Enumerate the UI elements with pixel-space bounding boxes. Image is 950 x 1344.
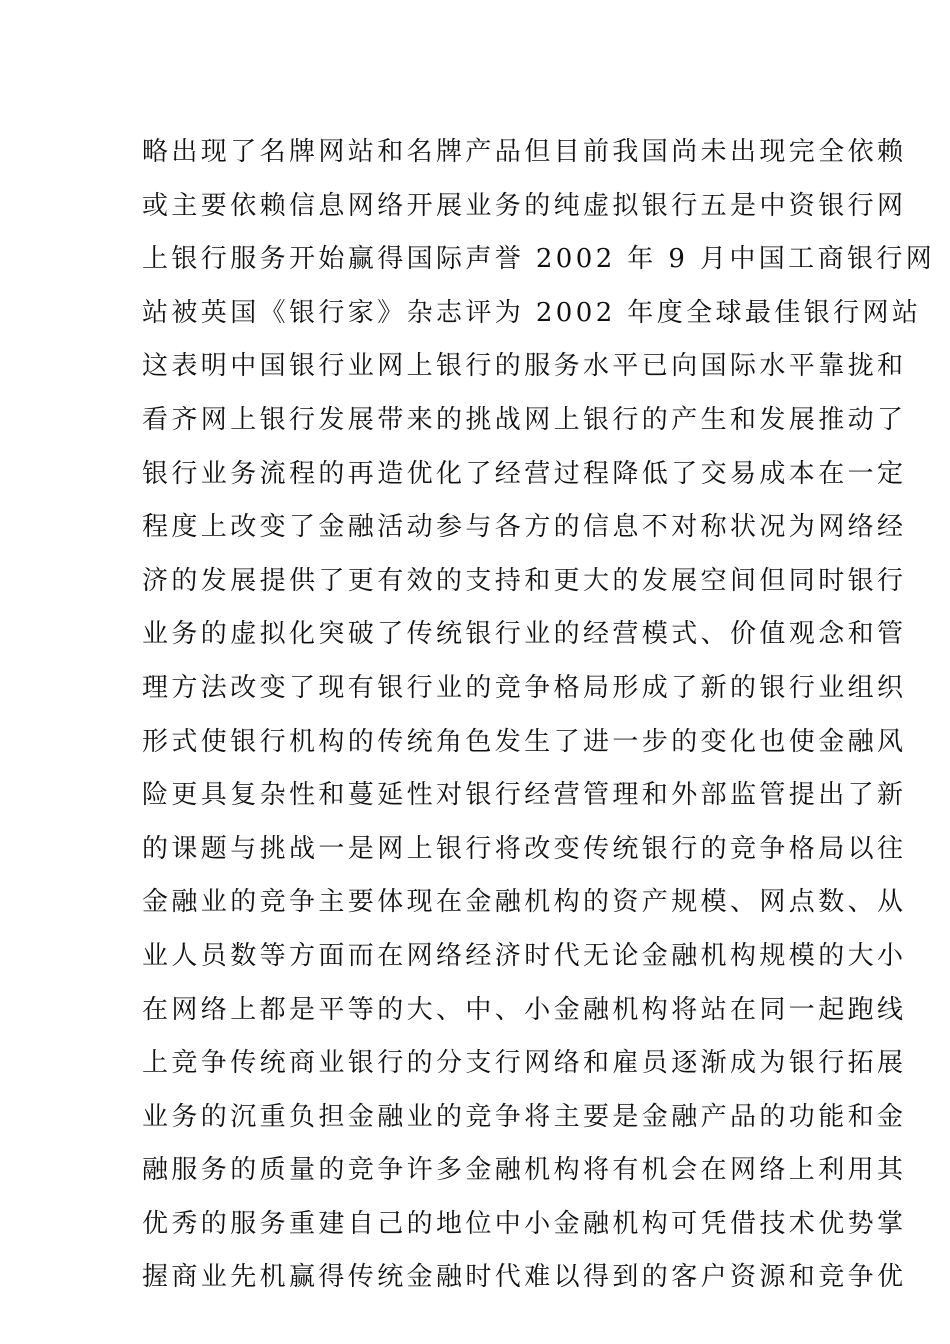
text-line: 业人员数等方面而在网络经济时代无论金融机构规模的大小 [142,940,907,971]
text-line: 理方法改变了现有银行业的竞争格局形成了新的银行业组织 [142,672,907,703]
text-line: 济的发展提供了更有效的支持和更大的发展空间但同时银行 [142,565,907,596]
text-line: 融服务的质量的竞争许多金融机构将有机会在网络上利用其 [142,1155,907,1186]
text-line: 站被英国《银行家》杂志评为 2002 年度全球最佳银行网站 [142,297,922,328]
text-line: 在网络上都是平等的大、中、小金融机构将站在同一起跑线 [142,994,907,1025]
text-line: 优秀的服务重建自己的地位中小金融机构可凭借技术优势掌 [142,1208,907,1239]
text-line: 握商业先机赢得传统金融时代难以得到的客户资源和竞争优 [142,1262,907,1293]
text-line: 的课题与挑战一是网上银行将改变传统银行的竞争格局以往 [142,833,907,864]
text-line: 或主要依赖信息网络开展业务的纯虚拟银行五是中资银行网 [142,190,907,221]
text-line: 金融业的竞争主要体现在金融机构的资产规模、网点数、从 [142,887,907,918]
text-line: 上银行服务开始赢得国际声誉 2002 年 9 月中国工商银行网 [142,244,936,275]
text-line: 略出现了名牌网站和名牌产品但目前我国尚未出现完全依赖 [142,137,907,167]
text-line: 看齐网上银行发展带来的挑战网上银行的产生和发展推动了 [142,404,907,435]
text-line: 形式使银行机构的传统角色发生了进一步的变化也使金融风 [142,726,907,757]
text-line: 银行业务流程的再造优化了经营过程降低了交易成本在一定 [142,458,907,489]
text-line: 险更具复杂性和蔓延性对银行经营管理和外部监管提出了新 [142,780,907,811]
text-line: 上竞争传统商业银行的分支行网络和雇员逐渐成为银行拓展 [142,1048,907,1079]
text-line: 业务的沉重负担金融业的竞争将主要是金融产品的功能和金 [142,1101,907,1132]
text-line: 这表明中国银行业网上银行的服务水平已向国际水平靠拢和 [142,351,907,382]
text-line: 程度上改变了金融活动参与各方的信息不对称状况为网络经 [142,512,907,543]
text-line: 业务的虚拟化突破了传统银行业的经营模式、价值观念和管 [142,619,907,650]
body-text [142,126,936,1305]
